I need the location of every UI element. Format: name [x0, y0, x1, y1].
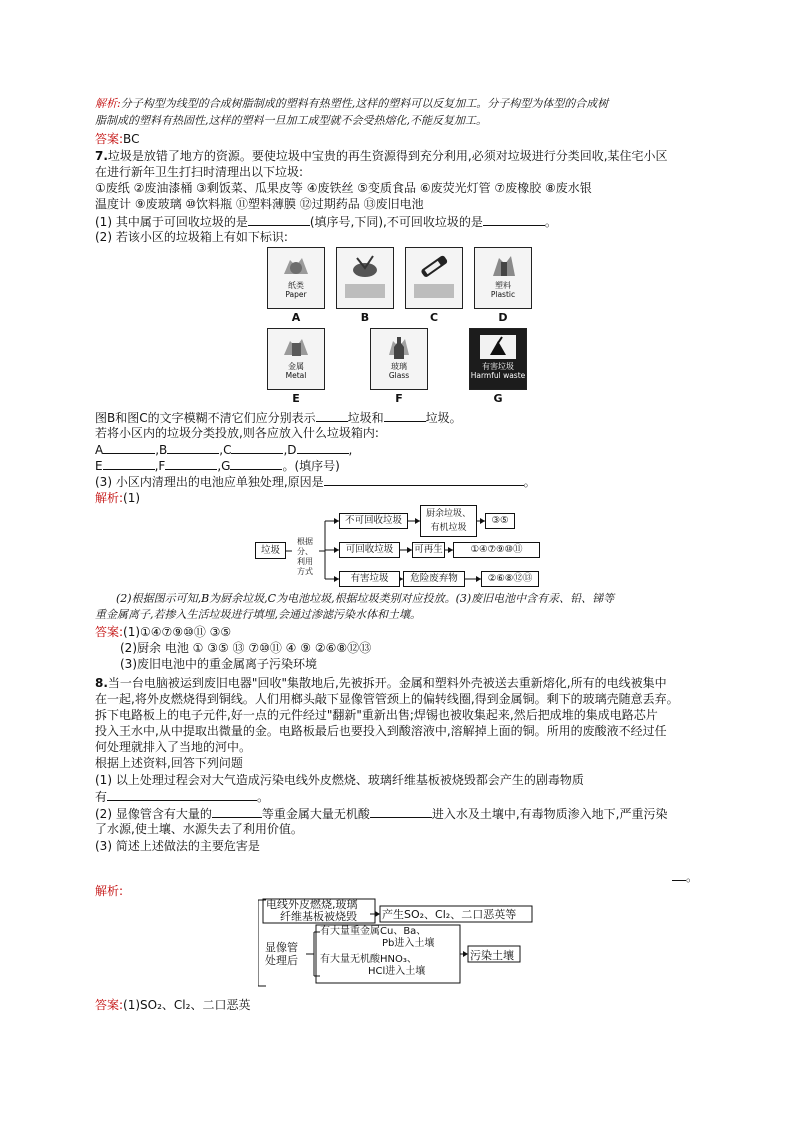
blank-e[interactable] [103, 457, 155, 470]
sign-label-f: F [395, 392, 403, 405]
q8-stem-line-6: 根据上述资料,回答下列问题 [95, 756, 243, 770]
q7-items-line-1: ①废纸 ②废油漆桶 ③剩饭菜、瓜果皮等 ④废铁丝 ⑤变质食品 ⑥废荧光灯管 ⑦废橡胶 ⑧废水银 [95, 181, 592, 195]
q7-sub2: (2) 若该小区的垃圾箱上有如下标识: [95, 230, 288, 244]
q8-sub2-line-2: 了水源,使土壤、水源失去了利用价值。 [95, 822, 303, 836]
q7-answer-2: (2)厨余 电池 ① ③⑤ ⑬ ⑦⑩⑪ ④ ⑨ ②⑥⑧⑫⑬ [120, 641, 372, 655]
blank-g[interactable] [230, 457, 282, 470]
q8-sub3: (3) 简述上述做法的主要危害是 [95, 839, 260, 853]
diagram-renewable: 可再生 [412, 542, 445, 558]
food-waste-icon [345, 252, 385, 280]
diagram-ans-3: ②⑥⑧⑫⑬ [481, 571, 539, 587]
diagram-hazardous: 危险废弃物 [403, 571, 465, 587]
q7-sub1-blank-1[interactable] [248, 213, 310, 226]
q8-sub1-blank[interactable] [107, 788, 257, 801]
metal-can-icon [276, 333, 316, 361]
q8-sub3-end: 。 [672, 868, 698, 885]
q7-fill-row-1: A ,B ,C ,D , [95, 443, 353, 457]
blank-a[interactable] [103, 441, 155, 454]
sign-label-b: B [360, 311, 370, 324]
diagram-harmful: 有害垃圾 [339, 571, 400, 587]
q6-analysis-line-1: 解析:分子构型为线型的合成树脂制成的塑料有热塑性,这样的塑料可以反复加工。分子构型为体型的合成树 [95, 97, 609, 110]
diagram-kitchen-organic: 厨余垃圾、有机垃圾 [420, 505, 477, 537]
q8-answer: 答案:(1)SO₂、Cl₂、二口恶英 [95, 998, 251, 1012]
diagram-recyclable: 可回收垃圾 [339, 542, 400, 558]
blank-b[interactable] [167, 441, 219, 454]
recycle-icon [276, 252, 316, 280]
blank-c[interactable] [231, 441, 283, 454]
q8-analysis-label: 解析: [95, 884, 124, 898]
q8-acids: 有大量无机酸HNO₃、 HCl进入土壤 [320, 954, 426, 977]
blank-c-type[interactable] [384, 409, 426, 422]
sign-label-a: A [291, 311, 301, 324]
diagram-non-recyclable: 不可回收垃圾 [339, 513, 408, 529]
q7-fill-row-2: E ,F ,G 。(填序号) [95, 459, 340, 473]
blank-b-type[interactable] [316, 409, 348, 422]
q8-sub2: (2) 显像管含有大量的 等重金属大量无机酸 进入水及土壤中,有毒物质渗入地下,严重污染 [95, 807, 668, 821]
q7-analysis-line-2: (2)根据图示可知,B为厨余垃圾,C为电池垃圾,根据垃圾类别对应投放。(3)废旧电池中含有汞、铅、锑等 [116, 592, 615, 605]
q8-stem-line-1: 8.当一台电脑被运到废旧电器"回收"集散地后,先被拆开。金属和塑料外壳被送去重新熔化,所有的电线被集中 [95, 676, 667, 690]
blank-f[interactable] [165, 457, 217, 470]
sign-plastic: 塑料 Plastic [474, 247, 532, 309]
sign-label-g: G [493, 392, 503, 405]
q8-stem-line-4: 投入王水中,从中提取出微量的金。电路板最后也要投入到酸溶液中,溶解掉上面的铜。所用的废酸液不经过任 [95, 724, 667, 738]
q8-number: 8. [95, 676, 108, 690]
sign-b [336, 247, 394, 309]
q8-soil-pollution: 污染土壤 [470, 949, 514, 962]
q7-stem-line-2: 在进行新年卫生打扫时清理出以下垃圾: [95, 165, 304, 179]
q7-sub3: (3) 小区内清理出的电池应单独处理,原因是 。 [95, 475, 536, 489]
q8-sub1-line-1: (1) 以上处理过程会对大气造成污染电线外皮燃烧、玻璃纤维基板被烧毁都会产生的剧毒物质 [95, 773, 584, 787]
diagram-criteria: 根据分、 利用 方式 [297, 537, 313, 576]
q8-sub1-line-2: 有 。 [95, 790, 270, 804]
q6-analysis-label: 解析: [95, 97, 121, 110]
q7-answer-1: 答案:(1)①④⑦⑨⑩⑪ ③⑤ [95, 625, 232, 639]
q7-items-line-2: 温度计 ⑨废玻璃 ⑩饮料瓶 ⑪塑料薄膜 ⑫过期药品 ⑬废旧电池 [95, 197, 424, 211]
q8-stem-line-3: 拆下电路板上的电子元件,好一点的元件经过"翻新"重新出售;焊锡也被收集起来,然后把成堆的集成电路芯片 [95, 708, 658, 722]
q8-sub3-blank[interactable] [672, 868, 686, 881]
q8-air-pollutants: 产生SO₂、Cl₂、二口恶英等 [382, 908, 517, 921]
sign-paper: 纸类 Paper [267, 247, 325, 309]
diagram-ans-2: ①④⑦⑨⑩⑪ [453, 542, 540, 558]
diagram-root: 垃圾 [255, 542, 286, 559]
sign-c [405, 247, 463, 309]
q7-sub3-blank[interactable] [324, 473, 524, 486]
q7-where: 若将小区内的垃圾分类投放,则各应放入什么垃圾箱内: [95, 426, 379, 440]
battery-icon [414, 252, 454, 280]
sign-label-e: E [292, 392, 300, 405]
q7-number: 7. [95, 149, 108, 163]
plastic-bottle-icon [483, 252, 523, 280]
glass-bottle-icon [379, 333, 419, 361]
q8-source: 电线外皮燃烧,玻璃 纤维基板被烧毁 [266, 898, 358, 923]
q7-blur-question: 图B和图C的文字模糊不清它们应分别表示 垃圾和 垃圾。 [95, 411, 462, 425]
harmful-waste-icon [478, 333, 518, 361]
blank-d[interactable] [297, 441, 349, 454]
q8-crt-label: 显像管 处理后 [265, 941, 298, 967]
q8-sub2-blank-1[interactable] [212, 805, 262, 818]
q7-analysis-head: 解析:(1) [95, 491, 141, 505]
q8-stem-line-2: 在一起,将外皮燃烧得到铜线。人们用榔头敲下显像管管颈上的偏转线圈,得到金属铜。剩下的玻璃壳随意丢弃。 [95, 692, 679, 706]
q7-sub1: (1) 其中属于可回收垃圾的是 (填序号,下同),不可回收垃圾的是 。 [95, 215, 557, 229]
sign-harmful: 有害垃圾 Harmful waste [469, 328, 527, 390]
blurred-text [345, 284, 385, 298]
q8-sub2-blank-2[interactable] [370, 805, 432, 818]
sign-label-c: C [429, 311, 439, 324]
blurred-text [414, 284, 454, 298]
q6-analysis-line-2: 脂制成的塑料有热固性,这样的塑料一旦加工成型就不会受热熔化,不能反复加工。 [95, 114, 487, 127]
q7-stem-line-1: 7.垃圾是放错了地方的资源。要使垃圾中宝贵的再生资源得到充分利用,必须对垃圾进行分类回收,某住宅小区 [95, 149, 668, 163]
q7-analysis-line-3: 重金属离子,若掺入生活垃圾进行填埋,会通过渗滤污染水体和土壤。 [95, 608, 421, 621]
q8-stem-line-5: 何处理就排入了当地的河中。 [95, 740, 252, 754]
sign-metal: 金属 Metal [267, 328, 325, 390]
q7-answer-3: (3)废旧电池中的重金属离子污染环境 [120, 657, 317, 671]
diagram-ans-1: ③⑤ [485, 513, 515, 529]
sign-glass: 玻璃 Glass [370, 328, 428, 390]
q6-answer: 答案:BC [95, 132, 140, 146]
sign-label-d: D [498, 311, 508, 324]
q8-heavy-metals: 有大量重金属Cu、Ba、 Pb进入土壤 [320, 926, 435, 949]
q7-sub1-blank-2[interactable] [483, 213, 545, 226]
